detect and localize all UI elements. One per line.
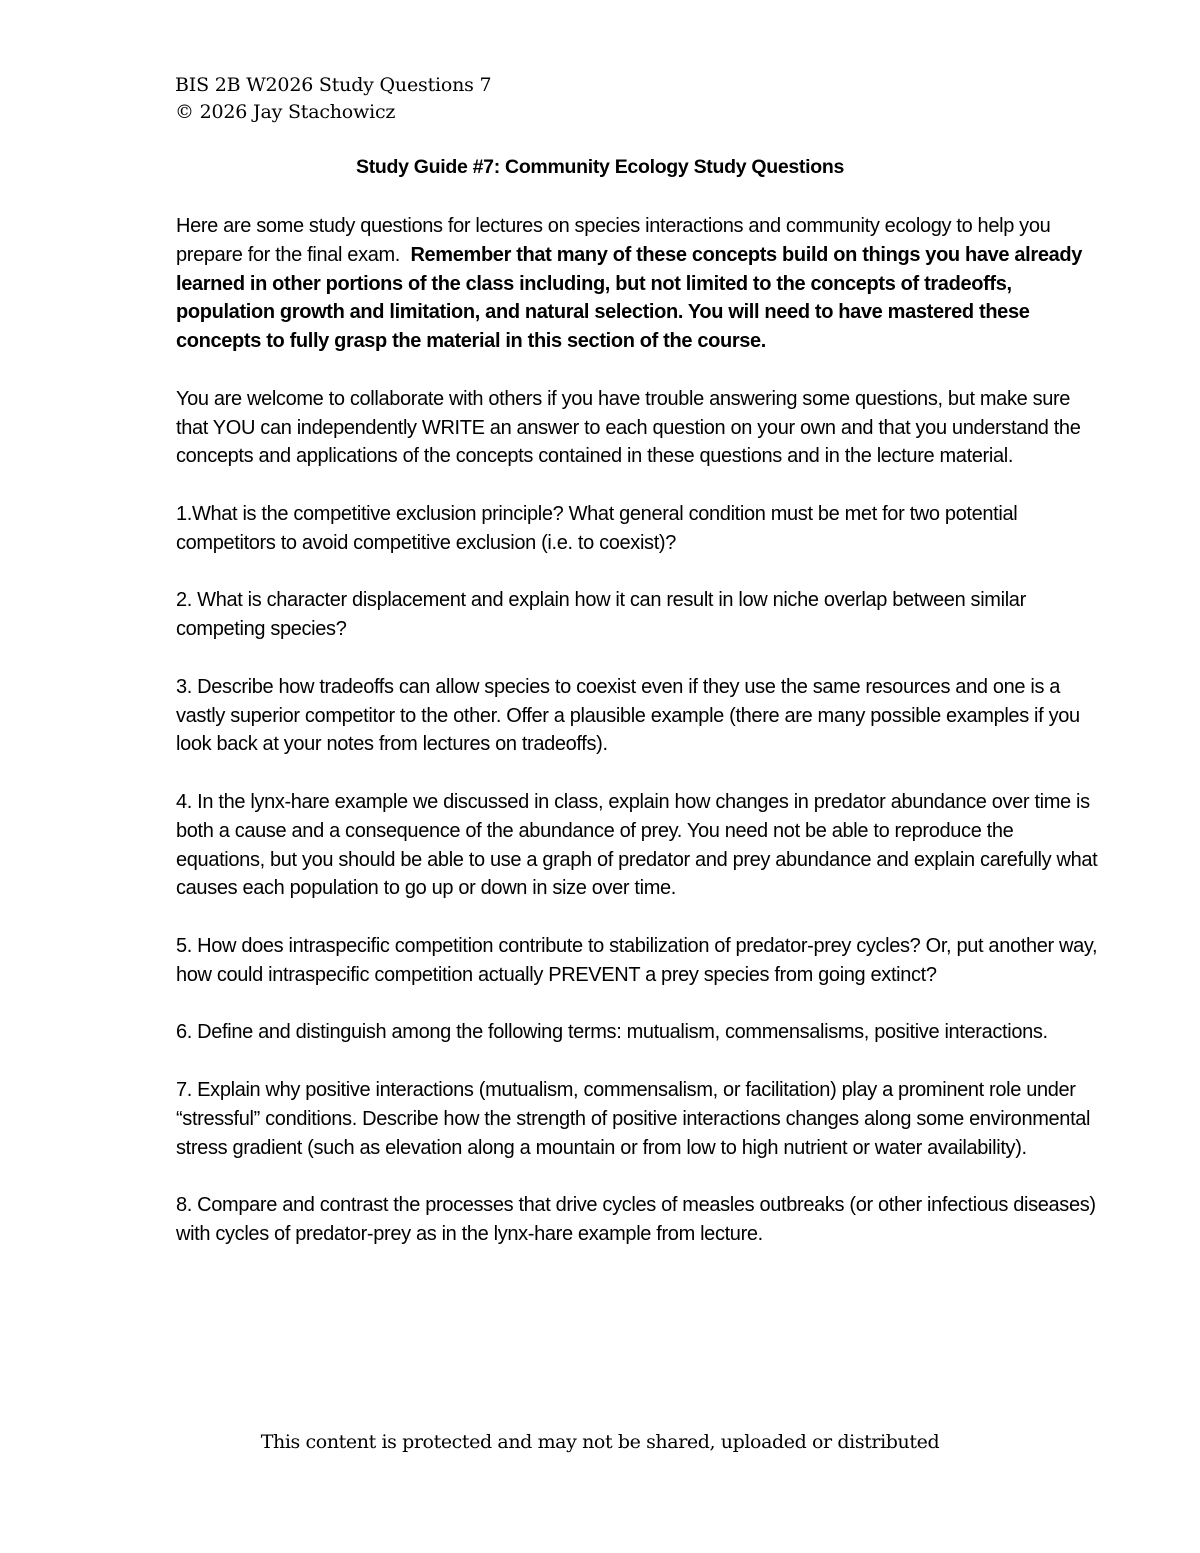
intro-emphasis: Remember that many of these concepts build on things you have already learned in other portions of the class including, but not limited to the concepts of tradeoffs, population growth and limitation, and natural selection. You will need to have mastered these concepts to fully grasp the material in this section of the course. [176,243,1083,353]
course-line: BIS 2B W2026 Study Questions 7 [175,74,492,96]
copyright-line: © 2026 Jay Stachowicz [175,101,396,123]
page-title: Study Guide #7: Community Ecology Study Questions [355,156,845,178]
intro-paragraph [176,212,1106,356]
question-6: 6. Define and distinguish among the following terms: mutualism, commensalisms, positive interactions. [176,1021,1048,1044]
protection-notice: This content is protected and may not be shared, uploaded or distributed [260,1431,940,1453]
question-4: 4. In the lynx-hare example we discussed in class, explain how changes in predator abundance over time is both a cause and a consequence of the abundance of prey. You need not be able to reproduce the equations, but you should be able to use a graph of predator and prey abundance and explain carefully what causes each population to go up or down in size over time. [176,790,1098,900]
intro-lead: Here are some study questions for lectures on species interactions and community ecology to help you prepare for the final exam. [176,215,1051,266]
question-8: 8. Compare and contrast the processes that drive cycles of measles outbreaks (or other infectious diseases) with cycles of predator-prey as in the lynx-hare example from lecture. [176,1194,1096,1245]
document-header [175,72,491,126]
question-7: 7. Explain why positive interactions (mutualism, commensalism, or facilitation) play a prominent role under “stressful” conditions. Describe how the strength of positive interactions changes along some environmental stress gradient (such as elevation along a mountain or from low to high nutrient or water availability). [176,1078,1091,1159]
question-2: 2. What is character displacement and explain how it can result in low niche overlap between similar competing species? [176,589,1026,641]
document-body [176,212,1106,1249]
question-1: 1.What is the competitive exclusion principle? What general condition must be met for two potential competitors to avoid competitive exclusion (i.e. to coexist)? [176,502,1018,554]
question-3: 3. Describe how tradeoffs can allow species to coexist even if they use the same resources and one is a vastly superior competitor to the other. Offer a plausible example (there are many possible examples if you look back at your notes from lectures on tradeoffs). [176,675,1080,756]
question-5: 5. How does intraspecific competition contribute to stabilization of predator-prey cycles? Or, put another way, how could intraspecific competition actually PREVENT a prey species from going extinct? [176,934,1098,986]
collaboration-paragraph: You are welcome to collaborate with others if you have trouble answering some questions, but make sure that YOU can independently WRITE an answer to each question on your own and that you understand the concepts and applications of the concepts contained in these questions and in the lecture material. [176,387,1081,468]
